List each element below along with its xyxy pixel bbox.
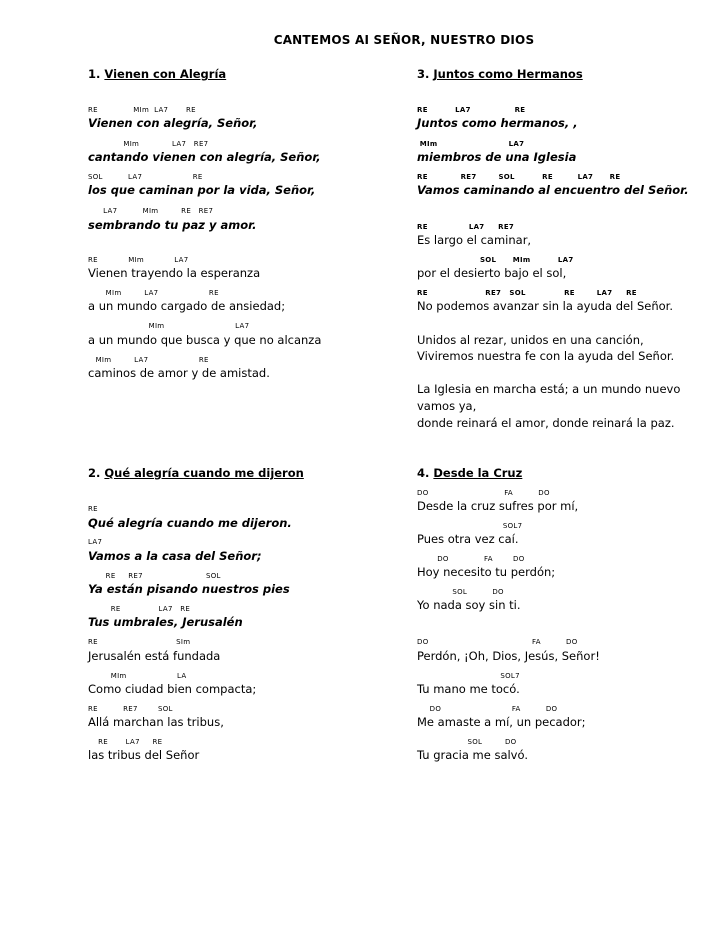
chord-line: SOL DO [417,738,517,746]
chord-line: RE MIm LA7 RE [88,106,196,114]
lyric-line: las tribus del Señor [88,748,200,762]
chord-line: RE LA7 RE [417,106,526,114]
lyric-line: Como ciudad bien compacta; [88,682,257,696]
lyric-line: Pues otra vez caí. [417,532,519,546]
chord-line: RE MIm LA7 [88,256,189,264]
chord-line: DO FA DO [417,555,525,563]
lyric-line: Jerusalén está fundada [88,649,221,663]
chord-line: RE RE7 SOL [88,572,221,580]
song-heading [88,67,226,81]
chord-line: SOL7 [417,522,523,530]
lyric-line: Desde la cruz sufres por mí, [417,499,579,513]
song-name: Desde la Cruz [433,466,523,480]
lyric-line: a un mundo que busca y que no alcanza [88,333,322,347]
lyric-line: Yo nada soy sin ti. [417,598,521,612]
chord-line: MIm LA7 RE [88,356,209,364]
chord-line: MIm LA7 [417,140,525,148]
lyric-line: Vienen trayendo la esperanza [88,266,261,280]
lyric-line: a un mundo cargado de ansiedad; [88,299,286,313]
song-heading [88,466,304,480]
chord-line: RE LA7 RE [88,738,163,746]
lyric-line: Vamos a la casa del Señor; [88,549,262,563]
song-number: 3. [417,67,430,81]
chord-line: SOL7 [417,672,520,680]
chord-line: LA7 [88,538,103,546]
lyric-line: Perdón, ¡Oh, Dios, Jesús, Señor! [417,649,600,663]
lyric-line: donde reinará el amor, donde reinará la paz. [417,416,675,430]
lyric-line: Es largo el caminar, [417,233,532,247]
lyric-line: Hoy necesito tu perdón; [417,565,556,579]
chord-line: DO FA DO [417,489,550,497]
song-number: 1. [88,67,101,81]
lyric-line: Viviremos nuestra fe con la ayuda del Señor. [417,349,675,363]
lyric-line: cantando vienen con alegría, Señor, [88,150,321,164]
chord-line: MIm LA7 RE7 [88,140,209,148]
lyric-line: Tu mano me tocó. [417,682,520,696]
lyric-line: Vamos caminando al encuentro del Señor. [417,183,689,197]
lyric-line: vamos ya, [417,399,477,413]
song-heading [417,67,583,81]
lyric-line: La Iglesia en marcha está; a un mundo nuevo [417,382,681,396]
chord-line: MIm LA7 [88,322,250,330]
song-heading [417,466,522,480]
lyric-line: miembros de una Iglesia [417,150,577,164]
lyric-line: Ya están pisando nuestros pies [88,582,290,596]
lyric-line: los que caminan por la vida, Señor, [88,183,316,197]
song-number: 2. [88,466,101,480]
lyric-line: caminos de amor y de amistad. [88,366,270,380]
chord-line: MIm LA [88,672,187,680]
lyric-line: Me amaste a mí, un pecador; [417,715,586,729]
song-name: Juntos como Hermanos [433,67,583,81]
chord-line: RE RE7 SOL RE LA7 RE [417,173,621,181]
lyric-line: Allá marchan las tribus, [88,715,224,729]
lyric-line: Tus umbrales, Jerusalén [88,615,243,629]
chord-line: RE SIm [88,638,191,646]
chord-line: RE [88,505,98,513]
chord-line: MIm LA7 RE [88,289,219,297]
chord-line: LA7 MIm RE RE7 [88,207,214,215]
lyric-line: Vienen con alegría, Señor, [88,116,258,130]
lyric-line: Unidos al rezar, unidos en una canción, [417,333,644,347]
song-name: Vienen con Alegría [104,67,227,81]
lyric-line: Juntos como hermanos, , [417,116,578,130]
chord-line: RE LA7 RE [88,605,191,613]
chord-line: RE RE7 SOL RE LA7 RE [417,289,637,297]
chord-line: DO FA DO [417,638,578,646]
song-name: Qué alegría cuando me dijeron [104,466,304,480]
lyric-line: sembrando tu paz y amor. [88,218,257,232]
lyric-line: Tu gracia me salvó. [417,748,528,762]
chord-line: RE RE7 SOL [88,705,173,713]
chord-line: SOL DO [417,588,504,596]
chord-line: RE LA7 RE7 [417,223,515,231]
chord-line: SOL LA7 RE [88,173,203,181]
chord-line: DO FA DO [417,705,558,713]
chord-line: SOL MIm LA7 [417,256,574,264]
lyric-line: Qué alegría cuando me dijeron. [88,516,292,530]
page-title: CANTEMOS AI SEÑOR, NUESTRO DIOS [273,33,535,47]
lyric-line: por el desierto bajo el sol, [417,266,567,280]
lyric-line: No podemos avanzar sin la ayuda del Señor. [417,299,673,313]
song-number: 4. [417,466,430,480]
